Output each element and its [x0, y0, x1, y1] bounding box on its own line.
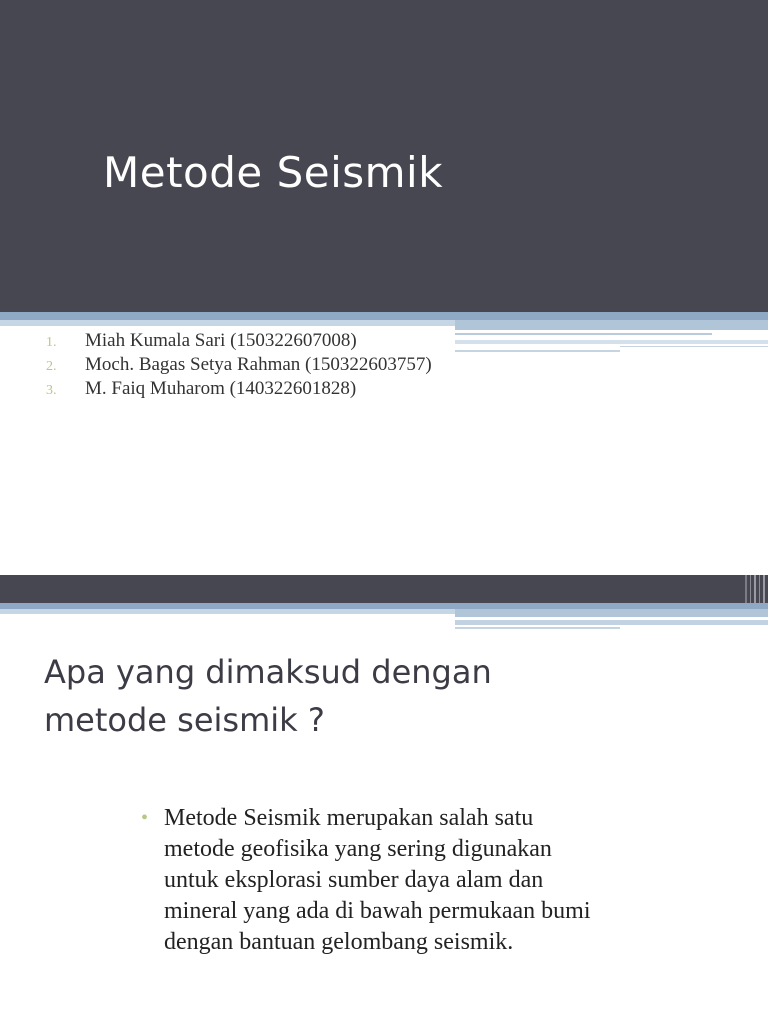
accent-stripe — [759, 575, 760, 603]
list-item — [46, 329, 466, 353]
list-item — [46, 353, 466, 377]
list-item — [46, 377, 466, 401]
accent-stripe — [745, 575, 747, 603]
accent-stripe — [455, 320, 768, 330]
accent-stripe — [0, 609, 455, 614]
accent-stripe — [754, 575, 756, 603]
accent-stripe — [455, 627, 620, 629]
list-number: 1. — [46, 335, 57, 350]
author-name: Miah Kumala Sari (150322607008) — [85, 330, 357, 351]
header-band — [0, 575, 768, 603]
presentation-title: Metode Seismik — [103, 148, 444, 197]
accent-stripe — [455, 620, 768, 625]
author-name: Moch. Bagas Setya Rahman (150322603757) — [85, 354, 432, 375]
bullet-dot-icon: • — [141, 807, 149, 829]
list-number: 2. — [46, 359, 57, 374]
accent-stripe — [455, 340, 768, 344]
author-list — [46, 329, 466, 401]
accent-stripe — [620, 346, 768, 347]
content-slide — [0, 575, 768, 1024]
slide-title: Apa yang dimaksud dengan metode seismik ? — [44, 653, 492, 739]
accent-stripe — [763, 575, 765, 603]
accent-stripe — [455, 350, 620, 352]
accent-stripe — [455, 333, 712, 335]
list-number: 3. — [46, 383, 57, 398]
accent-stripe — [0, 320, 455, 326]
accent-stripe — [0, 312, 768, 320]
accent-stripe — [750, 575, 751, 603]
bullet-item — [141, 803, 601, 958]
author-name: M. Faiq Muharom (140322601828) — [85, 378, 357, 399]
accent-stripe — [455, 609, 768, 617]
bullet-text: Metode Seismik merupakan salah satu metode geofisika yang sering digunakan untuk eksplorasi sumber daya alam dan mineral yang ada di bawah permukaan bumi dengan bantuan gelombang seismik. — [164, 805, 591, 955]
